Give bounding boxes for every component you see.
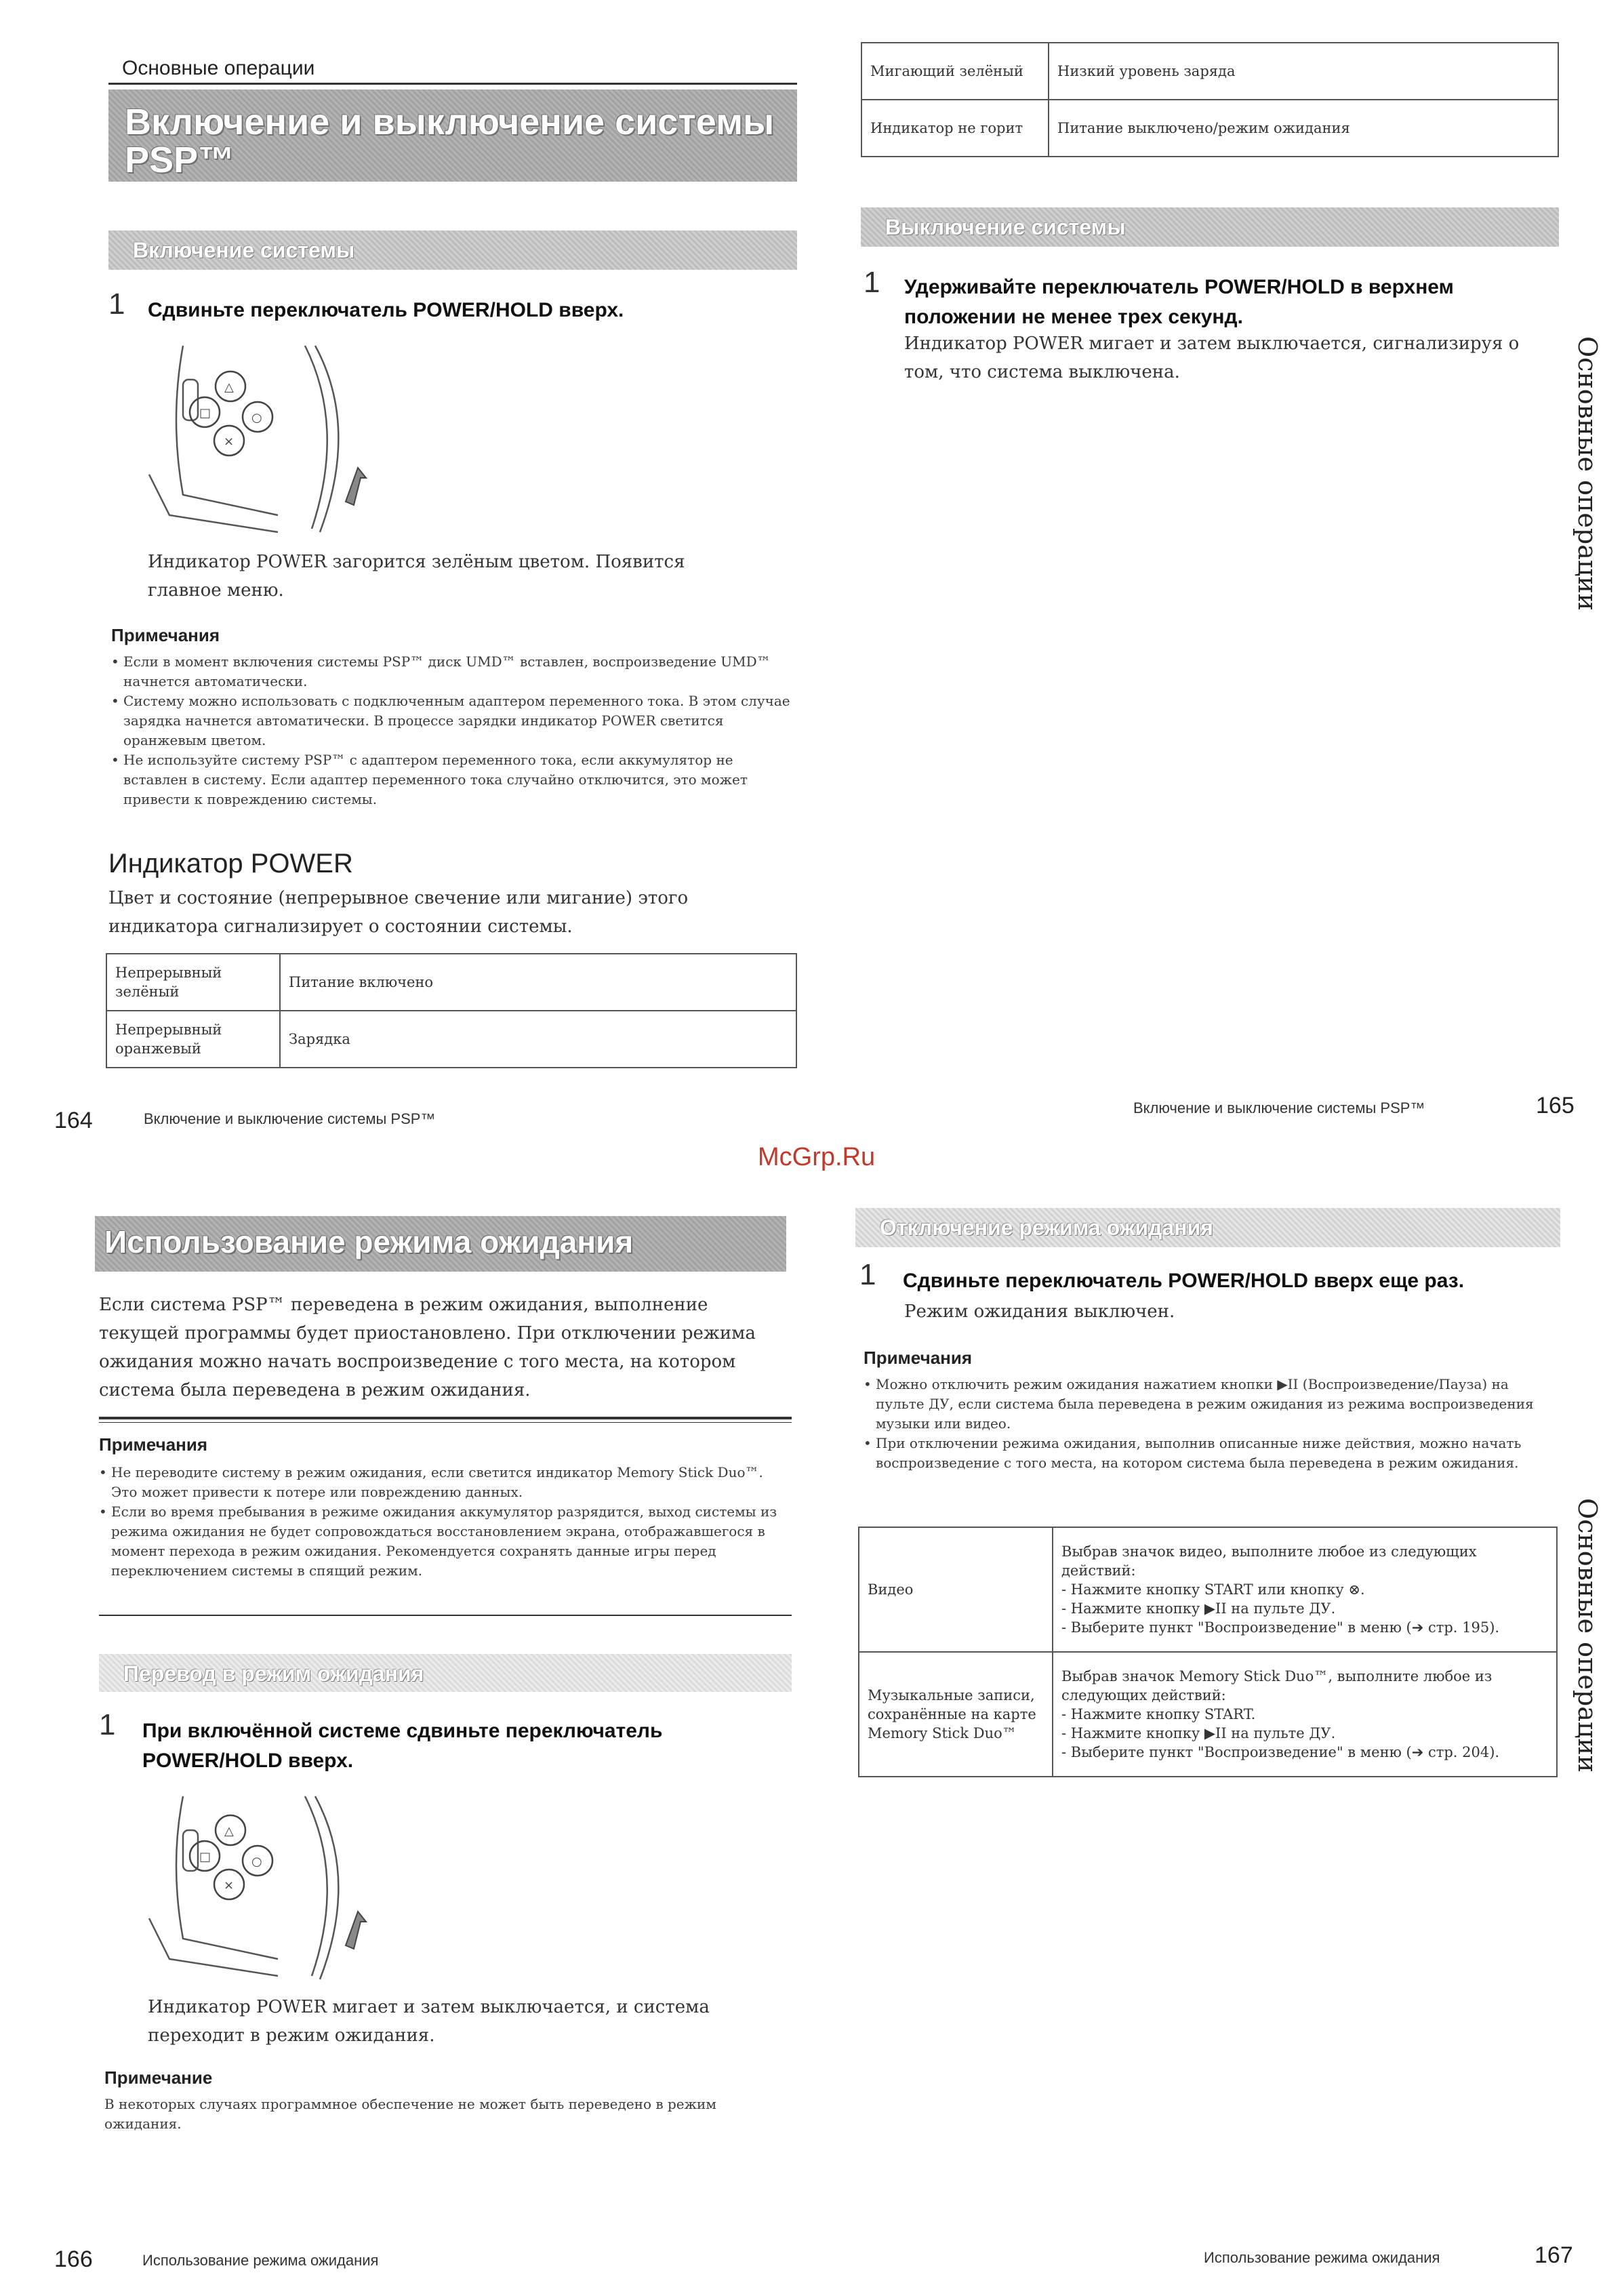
page-banner <box>108 89 797 182</box>
page-number: 164 <box>54 1108 93 1133</box>
notes-heading: Примечания <box>111 625 220 645</box>
step-result-text: Индикатор POWER мигает и затем выключается, и система переходит в режим ожидания. <box>148 1997 710 2046</box>
svg-text:×: × <box>224 435 235 449</box>
step-text: Сдвиньте переключатель POWER/HOLD вверх. <box>148 299 624 321</box>
side-tab-label: Основные операции <box>1572 1498 1602 1773</box>
action-item: - Нажмите кнопку ▶II на пульте ДУ. <box>1061 1725 1336 1741</box>
table-cell-meaning: Питание выключено/режим ожидания <box>1049 100 1558 157</box>
notes-rule-top-thin <box>99 1422 792 1423</box>
arrow-up-icon <box>346 1912 366 1949</box>
site-watermark: McGrp.Ru <box>758 1143 876 1171</box>
svg-text:△: △ <box>224 380 234 395</box>
side-tab-label: Основные операции <box>1572 336 1602 611</box>
step-result-text: Индикатор POWER мигает и затем выключается, сигнализируя о том, что система выключена. <box>904 334 1520 382</box>
psp-switch-illustration <box>142 1790 373 1986</box>
sub-heading-power-on <box>108 230 797 270</box>
step-number: 1 <box>99 1708 116 1741</box>
step-text: При включённой системе сдвиньте переключатель POWER/HOLD вверх. <box>142 1720 663 1772</box>
step-text: Сдвиньте переключатель POWER/HOLD вверх еще раз. <box>903 1270 1465 1292</box>
note-item: • Можно отключить режим ожидания нажатием кнопки ▶II (Воспроизведение/Пауза) на пульте ДУ, если система была переведена в режим ожидания из режима воспроизведения музыки или видео. <box>864 1375 1555 1434</box>
notes-list <box>111 652 796 809</box>
table-row <box>106 1011 796 1068</box>
table-cell-meaning: Питание включено <box>280 954 796 1011</box>
actions-intro: Выбрав значок Memory Stick Duo™, выполните любое из следующих действий: <box>1061 1668 1493 1703</box>
table-row <box>861 100 1558 157</box>
sub-heading-text: Перевод в режим ожидания <box>123 1661 424 1686</box>
notes-list <box>99 1463 790 1581</box>
page-footer: Использование режима ожидания <box>1204 2249 1440 2266</box>
resume-table <box>858 1527 1558 1777</box>
svg-text:○: ○ <box>251 1855 262 1869</box>
step-text: Удерживайте переключатель POWER/HOLD в верхнем положении не менее трех секунд. <box>904 276 1454 328</box>
note-item: • Если во время пребывания в режиме ожидания аккумулятор разрядится, выход системы из режима ожидания не будет сопровождаться восстановлением экрана, отображавшегося в момент перехода в режим ожидания. Рекомендуется сохранять данные игры перед переключением системы в спящий режим. <box>99 1502 790 1581</box>
sub-heading-text: Выключение системы <box>885 215 1126 239</box>
sub-heading-standby-off <box>855 1208 1560 1247</box>
action-item: - Нажмите кнопку ▶II на пульте ДУ. <box>1061 1600 1336 1617</box>
table-row <box>859 1527 1557 1652</box>
note-item: • Не используйте систему PSP™ с адаптером переменного тока, если аккумулятор не вставлен в систему. Если адаптер переменного тока случайно отключится, это может привести к повреждению системы. <box>111 750 796 809</box>
note-item: • Не переводите систему в режим ожидания, если светится индикатор Memory Stick Duo™. Это может привести к потере или повреждению данных. <box>99 1463 790 1502</box>
table-cell-actions <box>1053 1527 1557 1652</box>
table-cell-label: Видео <box>859 1527 1053 1652</box>
page-number: 166 <box>54 2246 93 2272</box>
page-number: 165 <box>1536 1093 1575 1118</box>
note-item: • Если в момент включения системы PSP™ диск UMD™ вставлен, воспроизведение UMD™ начнется автоматически. <box>111 652 796 691</box>
table-row <box>106 954 796 1011</box>
intro-text: Если система PSP™ переведена в режим ожидания, выполнение текущей программы будет приостановлено. При отключении режима ожидания можно начать воспроизведение с того места, на котором система была переведена в режим ожидания. <box>99 1295 756 1400</box>
sub-heading-power-off <box>861 207 1559 247</box>
power-indicator-table-continued <box>861 42 1559 157</box>
indicator-description: Цвет и состояние (непрерывное свечение или мигание) этого индикатора сигнализирует о состоянии системы. <box>108 888 689 937</box>
section-rule <box>108 83 797 85</box>
svg-text:×: × <box>224 1878 235 1893</box>
note-text: В некоторых случаях программное обеспечение не может быть переведено в режим ожидания. <box>104 2096 716 2132</box>
notes-rule-top <box>99 1417 792 1419</box>
sub-heading-text: Включение системы <box>133 238 355 262</box>
table-cell-state: Индикатор не горит <box>861 100 1049 157</box>
sub-heading-text: Отключение режима ожидания <box>880 1215 1213 1240</box>
svg-text:□: □ <box>199 1850 211 1864</box>
svg-text:○: ○ <box>251 411 262 425</box>
sub-heading-standby-on <box>99 1654 792 1692</box>
note-heading: Примечание <box>104 2067 213 2088</box>
svg-text:△: △ <box>224 1824 234 1838</box>
action-item: - Выберите пункт "Воспроизведение" в меню (➔ стр. 204). <box>1061 1744 1500 1760</box>
page-footer: Использование режима ожидания <box>142 2252 379 2269</box>
table-cell-state: Непрерывный зелёный <box>106 954 280 1011</box>
page-banner <box>95 1216 786 1272</box>
step-result-text: Индикатор POWER загорится зелёным цветом. Появится главное меню. <box>148 552 685 601</box>
table-cell-meaning: Низкий уровень заряда <box>1049 43 1558 100</box>
notes-list <box>864 1375 1555 1473</box>
table-row <box>859 1652 1557 1777</box>
table-cell-label: Музыкальные записи, сохранённые на карте Memory Stick Duo™ <box>859 1652 1053 1777</box>
notes-heading: Примечания <box>864 1348 973 1368</box>
actions-intro: Выбрав значок видео, выполните любое из следующих действий: <box>1061 1543 1477 1579</box>
table-cell-meaning: Зарядка <box>280 1011 796 1068</box>
action-item: - Нажмите кнопку START или кнопку ⊗. <box>1061 1581 1365 1598</box>
table-cell-state: Непрерывный оранжевый <box>106 1011 280 1068</box>
table-row <box>861 43 1558 100</box>
page-number: 167 <box>1535 2242 1573 2268</box>
step-number: 1 <box>864 266 880 299</box>
banner-title: Включение и выключение системы PSP™ <box>125 102 775 180</box>
indicator-heading: Индикатор POWER <box>108 849 353 878</box>
arrow-up-icon <box>346 468 366 505</box>
step-number: 1 <box>108 287 125 321</box>
table-cell-state: Мигающий зелёный <box>861 43 1049 100</box>
step-result-text: Режим ожидания выключен. <box>904 1301 1175 1322</box>
note-item: • При отключении режима ожидания, выполнив описанные ниже действия, можно начать воспроизведение с того места, на котором система была переведена в режим ожидания. <box>864 1434 1555 1473</box>
banner-title: Использование режима ожидания <box>104 1224 634 1259</box>
step-number: 1 <box>859 1258 876 1291</box>
svg-text:□: □ <box>199 406 211 420</box>
page-footer: Включение и выключение системы PSP™ <box>144 1110 436 1127</box>
action-item: - Нажмите кнопку START. <box>1061 1706 1256 1722</box>
psp-switch-illustration <box>142 339 373 542</box>
notes-rule-bottom <box>99 1615 792 1616</box>
table-cell-actions <box>1053 1652 1557 1777</box>
note-item: • Систему можно использовать с подключенным адаптером переменного тока. В этом случае зарядка начнется автоматически. В процессе зарядки индикатор POWER светится оранжевым цветом. <box>111 691 796 750</box>
notes-heading: Примечания <box>99 1434 208 1455</box>
section-label: Основные операции <box>122 57 315 79</box>
action-item: - Выберите пункт "Воспроизведение" в меню (➔ стр. 195). <box>1061 1619 1500 1636</box>
power-indicator-table <box>106 953 797 1068</box>
page-footer: Включение и выключение системы PSP™ <box>1133 1099 1425 1116</box>
